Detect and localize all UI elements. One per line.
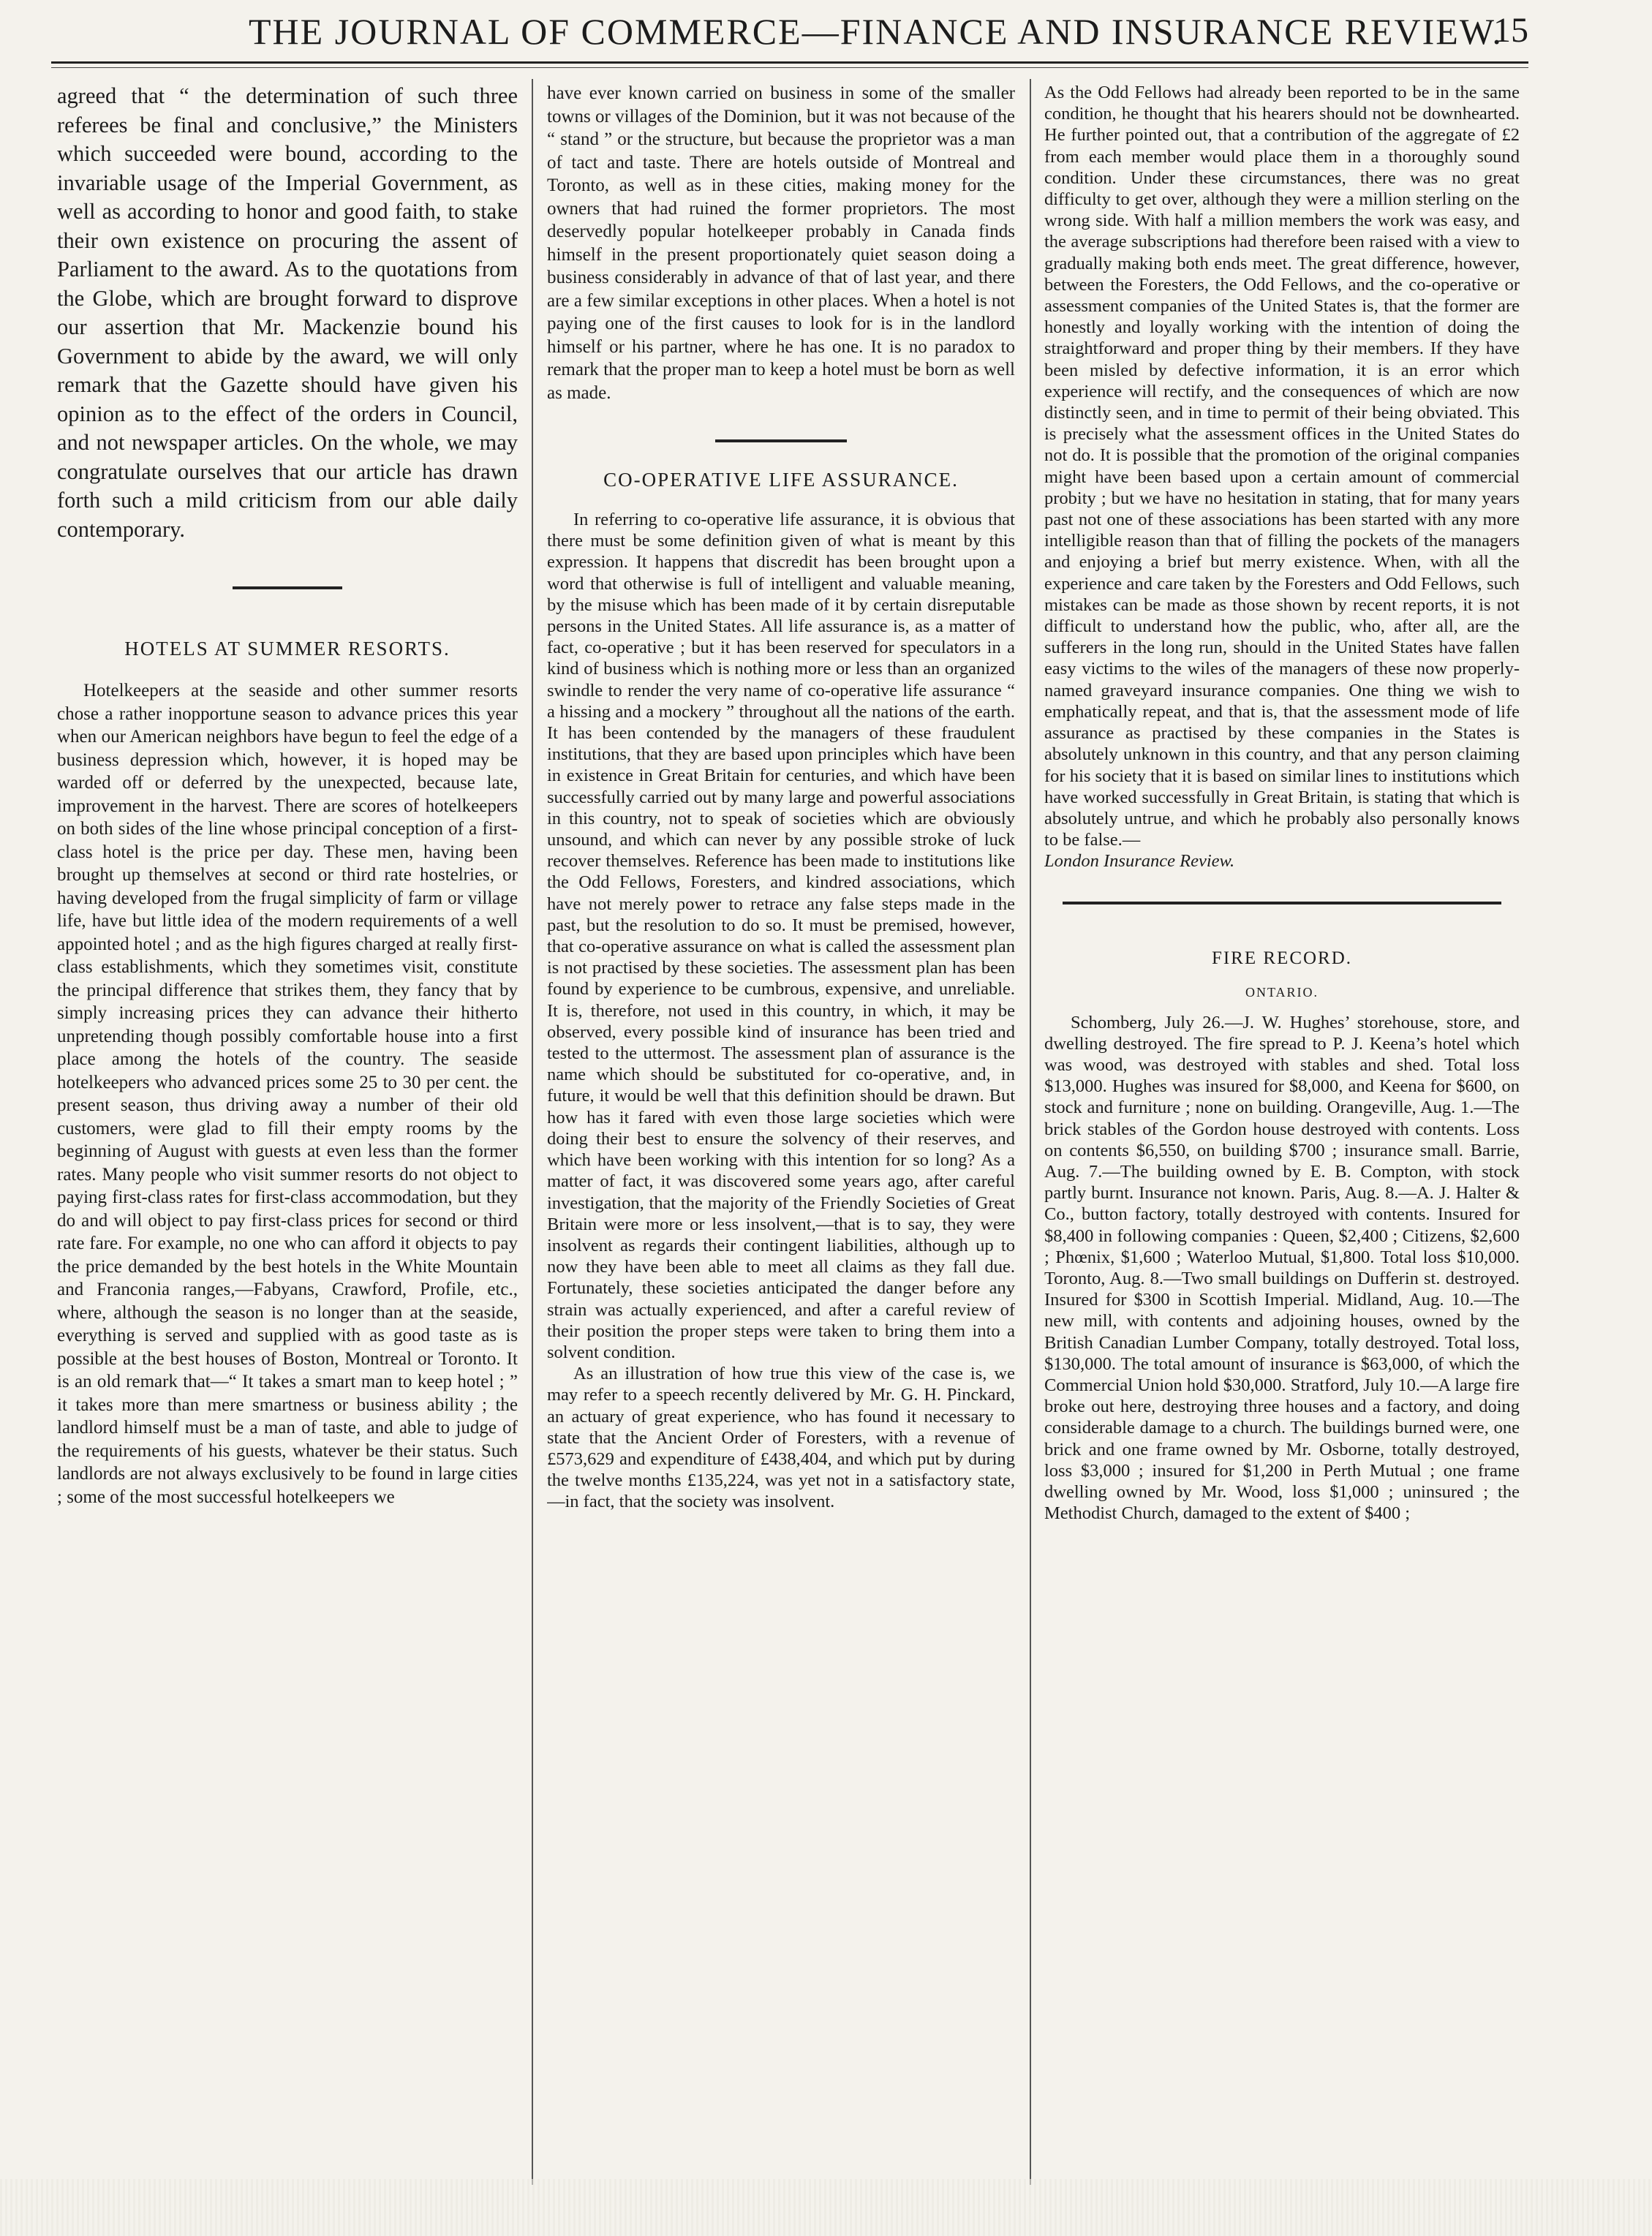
article-body-hotels: Hotelkeepers at the seaside and other summer resorts chose a rather inopportune season to advance prices this year when our American neighbors have begun to feel the edge of a business depression which, however, it is hoped may be warded off or deferred by the unexpected, because late, improvement in the harvest. There are scores of hotelkeepers on both sides of the line whose principal conception of a first-class hotel is the price per day. These men, having been brought up themselves at second or third rate hostelries, or having developed from the frugal simplicity of farm or village life, have but little idea of the modern requirements of a well appointed hotel ; and as the high figures charged at really first-class establishments, which they sometimes visit, constitute the principal difference that strikes them, they fancy that by simply increasing prices they can advance their hitherto unpretending though possibly comfortable house into a first place among the hotels of the country. The seaside hotelkeepers who advanced prices some 25 to 30 per cent. the present season, thus driving away a number of their old customers, were glad to fill their empty rooms by the beginning of August with guests at even less than the former rates. Many people who visit summer resorts do not object to paying first-class rates for first-class accommodation, but they do and will object to pay first-class prices for second or third rate fare. For example, no one who can afford it objects to pay the price demanded by the best hotels in the White Mountain and Franconia ranges,—Fabyans, Crawford, Profile, etc., where, although the season is no longer than at the seaside, everything is served and supplied with as good taste as is possible at the best houses of Boston, Montreal or Toronto. It is an old remark that—“ It takes a smart man to keep hotel ; ” it takes more than mere smartness or business ability ; the landlord himself must be a man of taste, and able to judge of the requirements of his guests, whatever be their status. Such landlords are not always exclusively to be found in large cities ; some of the most successful hotelkeepers we [57,681,518,1507]
section-subtitle-ontario: ONTARIO. [1245,984,1319,1000]
article-continuation: agreed that “ the determination of such three referees be final and conclusive,” the Ministers which succeeded were bound, according to the invariable usage of the Imperial Government, as well as according to honor and good faith, to stake their own existence on procuring the assent of Parliament to the award. As to the quotations from the Globe, which are brought forward to disprove our assertion that Mr. Mackenzie bound his Government to abide by the award, we will only remark that the Gazette should have given his opinion as to the effect of the orders in Council, and not newspaper articles. On the whole, we may congratulate ourselves that our article has drawn forth such a mild criticism from our able daily contemporary. [57,83,518,542]
article-title-hotels: HOTELS AT SUMMER RESORTS. [124,638,450,660]
article-source: London Insurance Review. [1044,851,1235,872]
journal-title: THE JOURNAL OF COMMERCE—FINANCE AND INSURANCE REVIEW. [249,11,1503,52]
paper-texture [0,2179,1652,2236]
page-number: 15 [1493,11,1528,50]
article-title-coop: CO-OPERATIVE LIFE ASSURANCE. [603,469,959,491]
article-body-coop-p1: In referring to co-operative life assurance, it is obvious that there must be some definition given of what is meant by this expression. It happens that discredit has been brought upon a word that otherwise is full of intelligent and valuable meaning, by the misuse which has been made of it by certain disreputable persons in the United States. All life assurance is, as a matter of fact, co-operative ; but it has been reserved for speculators in a kind of business which is nothing more or less than an organized swindle to render the very name of co-operative life assurance “ a hissing and a mockery ” throughout all the nations of the earth. It has been contended by the managers of these fraudulent institutions, that they are based upon principles which have been in existence in Great Britain for centuries, and which have been successfully carried out by many large and powerful associations in this country, not to speak of societies which are obviously unsound, and which can never by any possible stroke of luck recover themselves. Reference has been made to institutions like the Odd Fellows, Foresters, and kindred associations, which have not merely power to retrace any false steps made in the past, but the resolution to do so. It must be premised, however, that co-operative assurance on what is called the assessment plan is not practised by these societies. The assessment plan has been found by experience to be cumbrous, expensive, and unreliable. It is, therefore, not used in this country, in which, it may be observed, every possible kind of insurance has been tried and tested to the uttermost. The assessment plan of assurance is the name which should be substituted for co-operative, and, in future, it would be well that this definition should be drawn. But how has it fared with even those large societies which were doing their best to ensure the solvency of their reserves, and which have been working with this intention for so long? As a matter of fact, it was discovered some years ago, after careful investigation, that the majority of the Friendly Societies of Great Britain were more or less insolvent,—that is to say, they were insolvent as regards their contingent liabilities, although up to now they have been able to meet all claims as they fall due. Fortunately, these societies anticipated the danger before any strain was actually experienced, and after a careful review of their position the proper steps were taken to bring them into a solvent condition. [547,510,1015,1362]
column-1 [57,82,518,2188]
article-separator [1063,902,1501,904]
header-rule-thin [51,67,1528,68]
column-2 [547,82,1015,2188]
article-separator [233,586,342,589]
article-title-fire: FIRE RECORD. [1211,948,1353,968]
page-header [51,10,1528,53]
column-3 [1044,82,1520,2188]
header-rule [51,61,1528,64]
article-body-coop-p2: As an illustration of how true this view of the case is, we may refer to a speech recently delivered by Mr. G. H. Pinckard, an actuary of great experience, who has found it necessary to state that the Ancient Order of Foresters, with a revenue of £573,629 and expenditure of £438,404, and which put by during the twelve months £135,224, was yet not in a satisfactory state,—in fact, that the society was insolvent. [547,1364,1015,1512]
article-body-fire: Schomberg, July 26.—J. W. Hughes’ storehouse, store, and dwelling destroyed. The fire spread to P. J. Keena’s hotel which was wood, was destroyed with stables and shed. Total loss $13,000. Hughes was insured for $8,000, and Keena for $600, on stock and furniture ; none on building. Orangeville, Aug. 1.—The brick stables of the Gordon house destroyed with contents. Loss on contents $6,550, on building $700 ; insurance small. Barrie, Aug. 7.—The building owned by E. B. Compton, with stock partly burnt. Insurance not known. Paris, Aug. 8.—A. J. Halter & Co., button factory, totally destroyed with contents. Insured for $8,400 in following companies : Queen, $2,400 ; Citizens, $2,600 ; Phœnix, $1,600 ; Waterloo Mutual, $1,800. Total loss $10,000. Toronto, Aug. 8.—Two small buildings on Dufferin st. destroyed. Insured for $300 in Scottish Imperial. Midland, Aug. 10.—The new mill, with contents and adjoining houses, owned by the British Canadian Lumber Company, totally destroyed. Total loss, $130,000. The total amount of insurance is $63,000, of which the Commercial Union hold $30,000. Stratford, July 10.—A large fire broke out here, destroying three houses and a factory, and doing considerable damage to a church. The buildings burned were, one brick and one frame owned by Mr. Osborne, totally destroyed, loss $3,000 ; insured for $1,200 in Perth Mutual ; one frame dwelling owned by Mr. Wood, loss $1,000 ; uninsured ; the Methodist Church, damaged to the extent of $400 ; [1044,1012,1520,1524]
article-separator [715,439,847,442]
column-divider [1030,79,1031,2185]
article-continuation: As the Odd Fellows had already been reported to be in the same condition, he thought that his hearers should not be downhearted. He further pointed out, that a contribution of the aggregate of £2 from each member would place them in a thoroughly sound condition. Under these circumstances, there was no great difficulty to get over, although they were a million sterling on the wrong side. With half a million members the work was easy, and the average subscriptions had therefore been raised with a view to gradually making both ends meet. The great difference, however, between the Foresters, the Odd Fellows, and the co-operative or assessment companies of the United States is, that the former are honestly and loyally working with the intention of doing the straightforward and proper thing by their members. If they have been misled by defective information, it is an error which experience will rectify, and the consequences of which are now distinctly seen, and in time to permit of their being obviated. This is precisely what the assessment offices in the United States do not do. It is possible that the promotion of the original companies might have been based upon a certain amount of commercial probity ; but we have no hesitation in stating, that for many years past not one of these associations has been started with any more intelligible reason than that of filling the pockets of the managers and enjoying a brief but merry existence. When, with all the experience and care taken by the Foresters and Odd Fellows, such mistakes can be made as those shown by recent reports, it is not difficult to understand how the public, who, after all, are the sufferers in the long run, should in the United States have fallen easy victims to the wiles of the managers of these now properly-named graveyard insurance companies. One thing we wish to emphatically repeat, and that is, that the assessment mode of life assurance as practised by these companies in the States is absolutely unknown in this country, and that any person claiming for his society that it is based on similar lines to institutions which have worked successfully in Great Britain, is stating that which is absolutely untrue, and which he probably also personally knows to be false.— [1044,83,1520,850]
column-divider [532,79,533,2185]
article-continuation: have ever known carried on business in some of the smaller towns or villages of the Dominion, but it was not because of the “ stand ” or the structure, but because the proprietor was a man of tact and taste. There are hotels outside of Montreal and Toronto, as well as in these cities, making money for the owners that had ruined the former proprietors. The most deservedly popular hotelkeeper probably in Canada finds himself in the present proportionately quiet season doing a business considerably in advance of that of last year, and there are a few similar exceptions in other places. When a hotel is not paying one of the first causes to look for is in the landlord himself or his partner, where he has one. It is no paradox to remark that the proper man to keep a hotel must be born as well as made. [547,83,1015,403]
